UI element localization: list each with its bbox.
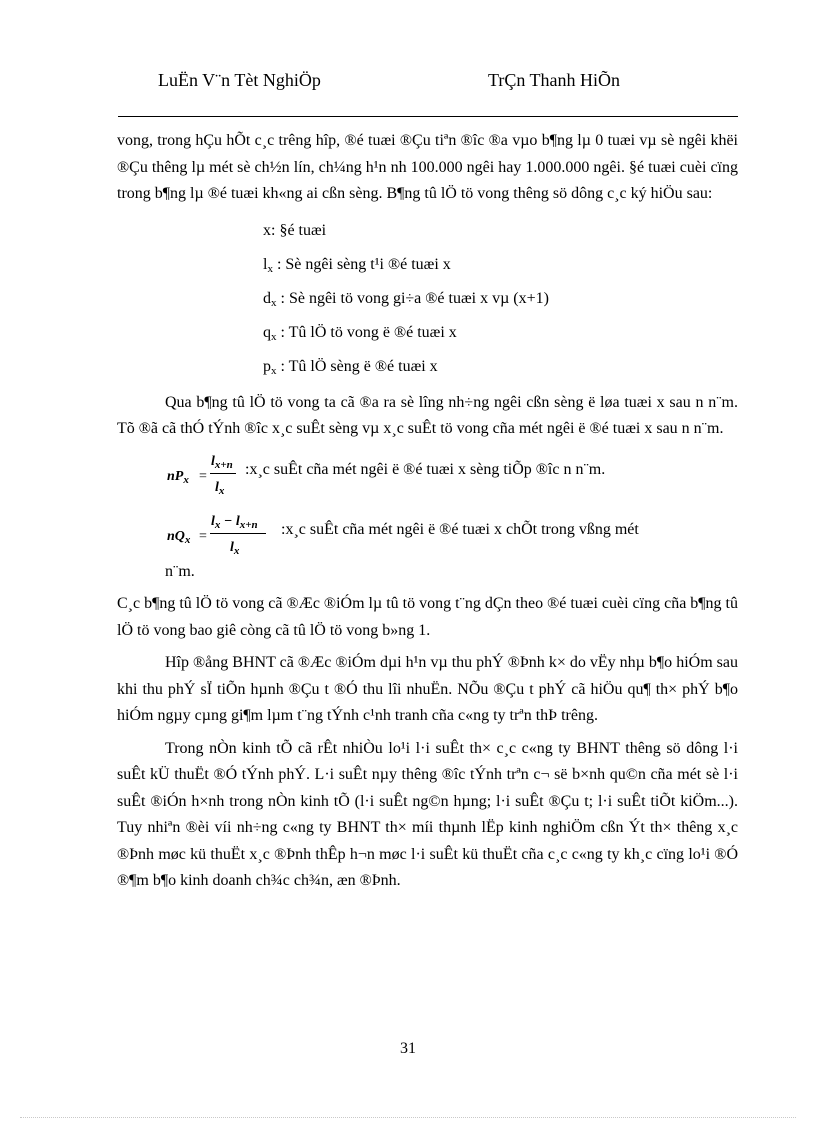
fraction-nqx: $nQ_x$ = $l_x - l_{x+n}$ $l_x$ [167, 509, 297, 559]
page-number: 31 [400, 1040, 416, 1057]
formula-death-probability [117, 509, 738, 559]
paragraph-table-characteristics: C¸c b¶ng tû lÖ tö vong cã ®Æc ®iÓm lµ tû tö vong t¨ng dÇn theo ®é tuæi cuèi cïng cña b¶ng tû lÖ tö vong bao giê còng cã tû lÖ tö vong b»ng 1. [117, 595, 738, 639]
header-author-name: TrÇn Thanh HiÕn [488, 70, 621, 90]
paragraph-survival-probability: Qua b¶ng tû lÖ tö vong ta cã ®a ra sè lîng nh÷ng ngêi cßn sèng ë løa tuæi x sau n n¨m. Tõ ®ã cã thÓ tÝnh ®îc x¸c suÊt sèng vµ x¸c suÊt tö vong cña mét ngêi ë ®é tuæi x sau n n¨m. [117, 393, 738, 437]
definition-lx: lx : Sè ngêi sèng t¹i ®é tuæi x [263, 255, 451, 275]
header-rule [118, 116, 738, 117]
symbol-definition-list [263, 216, 738, 386]
formula-death-description: :x¸c suÊt cña mét ngêi ë ®é tuæi x chÕt trong vßng mét [281, 520, 639, 538]
fraction-npx: $nP_x$ = $l_{x+n}$ $l_x$ [167, 449, 297, 499]
formula-death-description-continued: n¨m. [165, 562, 195, 580]
paragraph-technical-interest-rate: Trong nÒn kinh tÕ cã rÊt nhiÒu lo¹i l·i suÊt th× c¸c c«ng ty BHNT thêng sö dông l·i suÊt kÜ thuËt ®Ó tÝnh phÝ. L·i suÊt nµy thêng ®îc tÝnh trªn c¬ së b×nh qu©n cña mét sè l·i suÊt ®iÓn h×nh trong nÒn kinh tÕ (l·i suÊt ng©n hµng; l·i suÊt ®Çu t; l·i suÊt tiÕt kiÖm...). Tuy nhiªn ®èi víi nh÷ng c«ng ty BHNT th× míi thµnh lËp kinh nghiÖm cßn Ýt th× thêng x¸c ®Þnh møc kü thuËt x¸c ®Þnh thÊp h¬n møc l·i suÊt kü thuËt cña c¸c c«ng ty kh¸c cïng lo¹i ®Ó ®¶m b¶o kinh doanh ch¾c ch¾n, æn ®Þnh. [117, 739, 738, 889]
header-thesis-title: LuËn V¨n Tèt NghiÖp [158, 70, 321, 90]
page-header [118, 70, 738, 96]
paragraph-investment: Hîp ®ång BHNT cã ®Æc ®iÓm dµi h¹n vµ thu phÝ ®Þnh k× do vËy nhµ b¶o hiÓm sau khi thu phÝ sÏ tiÕn hµnh ®Çu t ®Ó thu lîi nhuËn. NÕu ®Çu t phÝ cã hiÖu qu¶ th× phÝ b¶o hiÓm ngµy cµng gi¶m lµm t¨ng tÝnh c¹nh tranh cña c«ng ty trªn thÞ trêng. [117, 654, 738, 724]
definition-dx: dx : Sè ngêi tö vong gi÷a ®é tuæi x vµ (x+1) [263, 289, 549, 309]
paragraph-life-table-intro: vong, trong hÇu hÕt c¸c trêng hîp, ®é tuæi ®Çu tiªn ®îc ®a vµo b¶ng lµ 0 tuæi vµ sè ngêi khëi ®Çu thêng lµ mét sè ch½n lín, ch¼ng h¹n nh 100.000 ngêi hay 1.000.000 ngêi. §é tuæi cuèi cïng trong b¶ng lµ ®é tuæi kh«ng ai cßn sèng. B¶ng tû lÖ tö vong thêng sö dông c¸c ký hiÖu sau: [117, 132, 738, 202]
page-body [117, 128, 738, 895]
definition-x: x: §é tuæi [263, 221, 327, 239]
page-bottom-border [20, 1117, 796, 1118]
definition-qx: qx : Tû lÖ tö vong ë ®é tuæi x [263, 323, 457, 343]
formula-survival-description: :x¸c suÊt cña mét ngêi ë ®é tuæi x sèng tiÕp ®îc n n¨m. [245, 460, 606, 478]
definition-px: px : Tû lÖ sèng ë ®é tuæi x [263, 357, 438, 377]
formula-survival-probability [117, 449, 738, 499]
